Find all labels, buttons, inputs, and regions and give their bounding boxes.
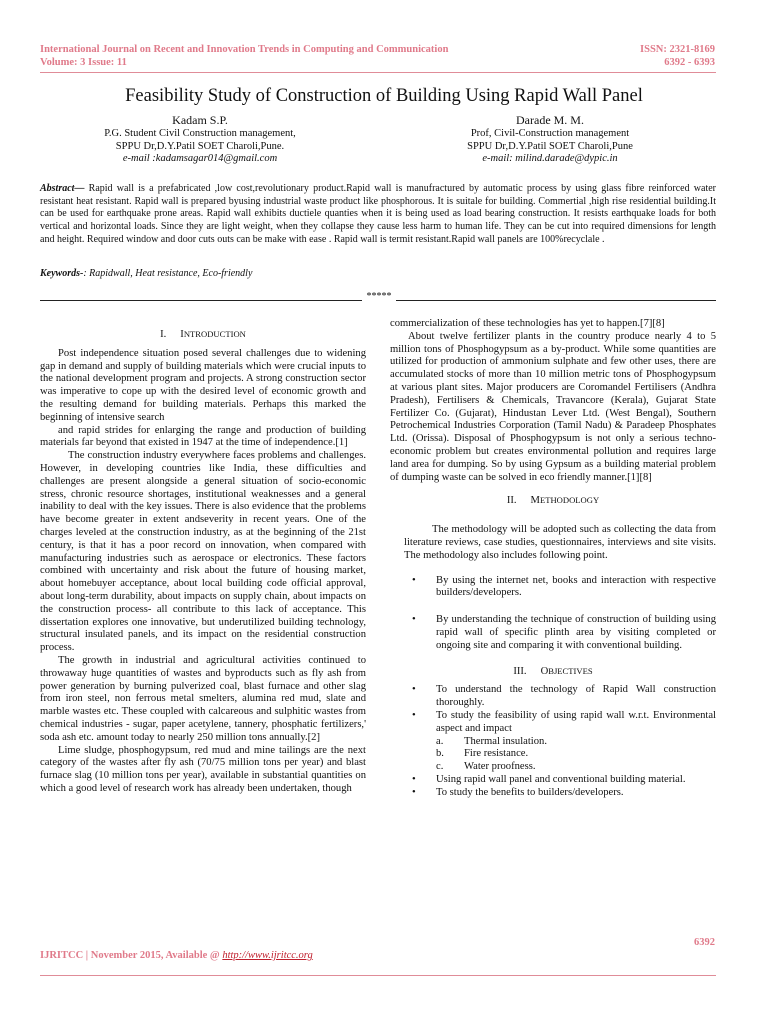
separator-line xyxy=(40,300,362,301)
author-affiliation: P.G. Student Civil Construction management, xyxy=(104,128,296,139)
list-item-text: By understanding the technique of construction of building using rapid wall of specific plinth area by visiting completed or ongoing site and comparing it with conventional building. xyxy=(436,614,716,651)
paper-title: Feasibility Study of Construction of Building Using Rapid Wall Panel xyxy=(125,86,643,106)
list-item xyxy=(390,787,716,800)
keywords xyxy=(40,268,252,279)
journal-name: International Journal on Recent and Innovation Trends in Computing and Communication xyxy=(40,44,449,55)
journal-header xyxy=(40,43,448,69)
objectives-list xyxy=(390,684,716,735)
abstract xyxy=(40,183,716,247)
header-rule xyxy=(40,72,716,73)
list-item-text: To understand the technology of Rapid Wall construction thoroughly. xyxy=(436,684,716,709)
methodology-list xyxy=(390,575,716,653)
section-title-cap: I xyxy=(180,329,184,340)
author-block-1 xyxy=(60,112,340,166)
bullet-icon: • xyxy=(412,786,416,798)
paragraph: Post independence situation posed several challenges due to widening gap in demand and supply of building materials which were crucial inputs to the national development program and projects. A strong construction sector was imperative to cope up with the desired level of economic growth and the resulting demand for building materials. Perhaps this marked the beginning of intensive search xyxy=(40,347,366,423)
list-item xyxy=(390,614,716,652)
author-name: Kadam S.P. xyxy=(172,113,228,127)
section-heading-methodology xyxy=(390,494,716,508)
abstract-label: Abstract— xyxy=(40,183,85,194)
bullet-icon: • xyxy=(412,709,416,721)
paragraph: The construction industry everywhere faces problems and challenges. However, in developing countries like India, these difficulties and challenges are present alongside a general situation of socio-economic stress, chronic resource shortages, institutional weaknesses and a general inability to deal with the key issues. There is also evidence that the problems have become greater in extent andseverity in recent years. One of the charges leveled at the construction industry, as at the beginning of the 21st century, is that it has a poor record on innovation, when compared with manufacturing industries such as aerospace or electronics. These factors combined with uncertainty and risk about the future of housing market, about homebuyer acceptance, about local building code official approval, about long-term durability, about impacts on supply chain, about impacts on the construction process- all contribute to this lack of acceptance. This dissertation explores one innovative, but underutilized building technology, structural insulated panels, and its impact on the residential construction process. xyxy=(40,450,366,654)
author-affiliation: Prof, Civil-Construction management xyxy=(470,128,630,139)
journal-volume: Volume: 3 Issue: 11 xyxy=(40,57,127,68)
bullet-icon: • xyxy=(412,773,416,785)
author-block-2 xyxy=(400,112,700,166)
list-item-text: Using rapid wall panel and conventional building material. xyxy=(436,773,686,785)
bullet-icon: • xyxy=(412,614,416,626)
abstract-text: Rapid wall is a prefabricated ,low cost,revolutionary product.Rapid wall is manufractured by automatic process by using glass fibre reinforced water resistant heat resistant. Rapid wall is prepared byusing industrial waste product like phosphorous. It is suitale for building. Commertial ,high rise residential building.It can be used for earthquake prone areas. Rapid wall exhibits ductiele quanties when it is being used as load bearing construction. It resists earthquake loads for both vertical and horizontal loads. Since they are light weight, when they collapse they cause less harm to human life. They can be cut into required dimensions for length and height. Required window and door cuts outs can be make with ease . Rapid wall is termit resistant.Rapid wall panels are 100%recyclale . xyxy=(40,183,717,245)
bullet-icon: • xyxy=(412,684,416,696)
section-heading-introduction xyxy=(40,328,366,342)
list-item xyxy=(390,575,716,601)
paragraph: The growth in industrial and agricultural activities continued to throwaway huge quantities of wastes and byproducts such as fly ash from power generation by burning pulverized coal, blast furnace and other slag from iron steel, non ferrous metal smelters, alumina red mud, slate and marble wastes etc. These coupled with calcareous and sulphitic wastes from chemical industries - sugar, paper acetylene, tannery, phosphatic fertilizers,' soda ash etc. amount today to nearly 250 million tons annually.[2] xyxy=(40,654,366,743)
list-item xyxy=(390,710,716,736)
section-number: III. xyxy=(513,665,527,677)
paragraph: The methodology will be adopted such as collecting the data from literature reviews, case studies, questionnaires, interviews and site visits. The methodology also includes following point. xyxy=(404,524,716,561)
page-range: 6392 - 6393 xyxy=(664,57,715,68)
paragraph: About twelve fertilizer plants in the country produce nearly 4 to 5 million tons of Phosphogypsum as a by-product. While some quantities are utilized for production of ammonium sulphate and few other uses, there are accumulated stocks of more than 10 million metric tons of Phosphogypsum at various plant sites. Major producers are Coromandel Fertilisers (Andhra Pradesh), Fertilisers & Chemicals, Travancore (Kerala), Gujarat State Fertilizer Co. (Gujarat), Hindustan Lever Ltd. (West Bengal), Southern Petrochemical Industries Corporation (Tamil Nadu) & Paradeep Phosphates Ltd. (Orissa). Disposal of Phosphogypsum is not only a serious techno-economic problem but creates environmental pollution and requires large land area for dumping. So by using Gypsum as a building material problem of dumping waste can be solved in eco friendly manner.[1][8] xyxy=(390,330,716,483)
page-number: 6392 xyxy=(694,937,715,948)
footer-text: IJRITCC | November 2015, Available @ xyxy=(40,950,220,961)
journal-link[interactable]: http://www.ijritcc.org xyxy=(222,950,313,961)
list-item xyxy=(390,774,716,787)
separator-line xyxy=(396,300,716,301)
keywords-label: Keywords- xyxy=(40,268,84,279)
author-institution: SPPU Dr,D.Y.Patil SOET Charoli,Pune xyxy=(467,140,633,152)
sub-item-marker: b. xyxy=(436,748,444,760)
section-title-cap: M xyxy=(530,495,540,507)
bullet-icon: • xyxy=(412,574,416,586)
objectives-sublist xyxy=(390,736,716,774)
sub-item xyxy=(390,748,716,761)
sub-item xyxy=(390,761,716,774)
list-item xyxy=(390,684,716,710)
section-heading-objectives xyxy=(390,665,716,679)
author-email: e-mail :kadamsagar014@gmail.com xyxy=(122,153,278,165)
footer-citation xyxy=(40,950,313,961)
paragraph: Lime sludge, phosphogypsum, red mud and mine tailings are the next category of the wastes after fly ash (70/75 million tons per year) and blast furnace slag (10 million tons per year), available in substantial quantities on which a good level of research work has already been undertaken, though xyxy=(40,744,366,794)
paragraph: and rapid strides for enlarging the range and production of building materials far beyond that existed in 1947 at the time of independence.[1] xyxy=(40,424,366,449)
sub-item-text: Thermal insulation. xyxy=(464,735,547,747)
sub-item-text: Fire resistance. xyxy=(464,748,529,760)
section-number: I. xyxy=(160,329,167,340)
keywords-text: : Rapidwall, Heat resistance, Eco-friendly xyxy=(83,268,253,279)
section-title-rest: BJECTIVES xyxy=(548,665,593,676)
list-item-text: To study the feasibility of using rapid wall w.r.t. Environmental aspect and impact xyxy=(436,709,716,734)
section-title-rest: ETHODOLOGY xyxy=(539,495,600,506)
section-title-rest: NTRODUCTION xyxy=(183,329,246,339)
right-column xyxy=(390,318,716,800)
section-separator xyxy=(40,291,716,303)
author-name: Darade M. M. xyxy=(516,113,584,127)
footer-rule xyxy=(40,975,716,976)
section-number: II. xyxy=(506,495,517,507)
sub-item-marker: a. xyxy=(436,735,444,747)
issn: ISSN: 2321-8169 xyxy=(640,44,715,55)
separator-stars: ***** xyxy=(366,291,392,302)
section-title-cap: O xyxy=(540,665,549,677)
sub-item-text: Water proofness. xyxy=(464,761,536,773)
issn-header xyxy=(640,43,715,69)
sub-item-marker: c. xyxy=(436,761,444,773)
left-column xyxy=(40,328,366,796)
sub-item xyxy=(390,736,716,749)
objectives-list-cont xyxy=(390,774,716,800)
author-institution: SPPU Dr,D.Y.Patil SOET Charoli,Pune. xyxy=(115,140,285,152)
paragraph: commercialization of these technologies has yet to happen.[7][8] xyxy=(390,318,665,329)
author-email: e-mail: milind.darade@dypic.in xyxy=(482,153,618,165)
list-item-text: To study the benefits to builders/developers. xyxy=(436,786,624,798)
list-item-text: By using the internet net, books and interaction with respective builders/developers. xyxy=(436,574,716,599)
